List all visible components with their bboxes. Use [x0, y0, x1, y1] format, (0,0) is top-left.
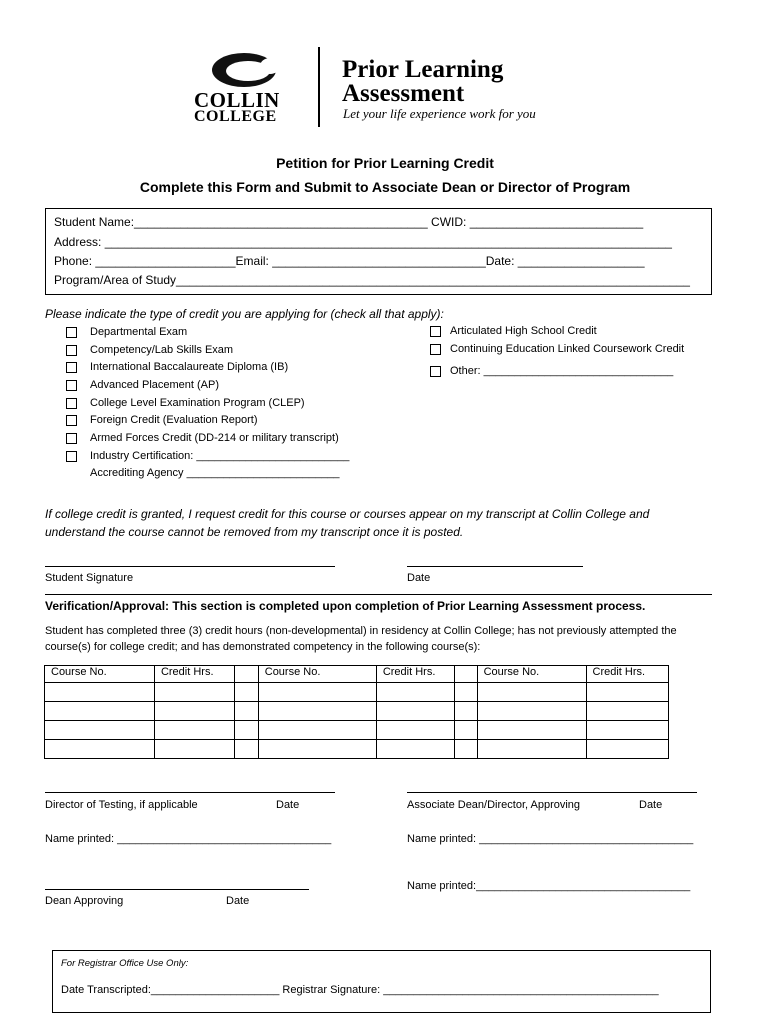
checkbox-competency-exam[interactable]: [66, 345, 77, 356]
section-divider: [45, 594, 712, 595]
signature-date-line[interactable]: [407, 566, 583, 567]
registrar-heading: For Registrar Office Use Only:: [61, 958, 189, 969]
table-row: [45, 721, 669, 740]
credit-option-label: Articulated High School Credit: [450, 325, 597, 337]
dean-signature-line[interactable]: [45, 889, 309, 890]
column-spacer: [455, 666, 477, 683]
other-field[interactable]: Other: _______________________________: [450, 365, 674, 377]
form-subtitle: Complete this Form and Submit to Associate Dean or Director of Program: [139, 179, 631, 195]
verification-text-line2: course(s) for college credit; and has demonstrated competency in the following course(s):: [45, 641, 481, 653]
student-name-field[interactable]: Student Name:____________________________________________ CWID: __________________________: [54, 215, 644, 229]
statement-line2: understand the course cannot be removed from my transcript once it is posted.: [45, 525, 464, 539]
credit-option-label: International Baccalaureate Diploma (IB): [90, 361, 289, 373]
dean-name-printed-field[interactable]: Name printed:___________________________________: [407, 880, 691, 892]
assoc-dean-signature-line[interactable]: [407, 792, 697, 793]
checkbox-foreign-credit[interactable]: [66, 415, 77, 426]
accrediting-agency-field[interactable]: Accrediting Agency _________________________: [90, 467, 340, 479]
credit-option-label: Departmental Exam: [90, 326, 188, 338]
address-field[interactable]: Address: _____________________________________________________________________________________: [54, 235, 672, 249]
credit-option-label: Advanced Placement (AP): [90, 379, 220, 391]
spacer-cell: [235, 740, 258, 759]
credit-type-prompt: Please indicate the type of credit you are applying for (check all that apply):: [45, 307, 444, 321]
column-header: Credit Hrs.: [586, 666, 669, 683]
verification-text-line1: Student has completed three (3) credit hours (non-developmental) in residency at Collin College; has not previously attempted the: [45, 625, 677, 637]
credit-option-label: Armed Forces Credit (DD-214 or military transcript): [90, 432, 339, 444]
course-cell[interactable]: [45, 683, 155, 702]
credit-cell[interactable]: [376, 683, 454, 702]
director-label: Director of Testing, if applicable: [45, 799, 198, 811]
assoc-dean-name-printed-field[interactable]: Name printed: ___________________________________: [407, 833, 694, 845]
table-row: [45, 683, 669, 702]
logo-text-collin: COLLIN: [194, 88, 280, 112]
course-cell[interactable]: [45, 721, 155, 740]
credit-option-label: Foreign Credit (Evaluation Report): [90, 414, 258, 426]
credit-option-label: Competency/Lab Skills Exam: [90, 344, 234, 356]
credit-cell[interactable]: [154, 683, 234, 702]
spacer-cell: [235, 683, 258, 702]
checkbox-industry-cert[interactable]: [66, 451, 77, 462]
student-signature-label: Student Signature: [45, 572, 134, 584]
program-title-line2: Assessment: [342, 80, 465, 107]
program-title-line1: Prior Learning: [342, 56, 504, 83]
credit-cell[interactable]: [154, 740, 234, 759]
course-cell[interactable]: [258, 702, 376, 721]
course-cell[interactable]: [477, 702, 586, 721]
logo-text-college: COLLEGE: [194, 108, 277, 125]
program-field[interactable]: Program/Area of Study_____________________________________________________________________________: [54, 273, 690, 287]
registrar-fields[interactable]: Date Transcripted:_____________________ Registrar Signature: _____________________________________________: [61, 984, 659, 996]
spacer-cell: [455, 702, 477, 721]
checkbox-continuing-ed[interactable]: [430, 344, 441, 355]
course-table: [44, 665, 669, 759]
dean-approving-label: Dean Approving: [45, 895, 124, 907]
director-signature-line[interactable]: [45, 792, 335, 793]
director-name-printed-field[interactable]: Name printed: ___________________________________: [45, 833, 332, 845]
form-title: Petition for Prior Learning Credit: [276, 155, 494, 171]
signature-date-label: Date: [407, 572, 431, 584]
column-header: Course No.: [258, 666, 376, 683]
credit-cell[interactable]: [586, 683, 669, 702]
assoc-dean-label: Associate Dean/Director, Approving: [407, 799, 581, 811]
table-row: [45, 702, 669, 721]
statement-line1: If college credit is granted, I request credit for this course or courses appear on my transcript at Collin College and: [45, 507, 650, 521]
column-spacer: [235, 666, 258, 683]
checkbox-articulated-hs[interactable]: [430, 326, 441, 337]
credit-cell[interactable]: [586, 702, 669, 721]
course-cell[interactable]: [258, 721, 376, 740]
checkbox-ap[interactable]: [66, 380, 77, 391]
course-cell[interactable]: [477, 740, 586, 759]
verification-heading: Verification/Approval: This section is completed upon completion of Prior Learning Assessment process.: [45, 599, 646, 613]
spacer-cell: [235, 721, 258, 740]
header-divider: [318, 47, 320, 127]
phone-email-date-field[interactable]: Phone: _____________________Email: ________________________________Date: ___________________: [54, 254, 645, 268]
student-signature-line[interactable]: [45, 566, 335, 567]
spacer-cell: [455, 721, 477, 740]
spacer-cell: [455, 740, 477, 759]
dean-date-label: Date: [226, 895, 250, 907]
credit-cell[interactable]: [586, 721, 669, 740]
table-row: [45, 740, 669, 759]
director-date-label: Date: [276, 799, 300, 811]
collin-college-logo: [190, 48, 302, 126]
course-cell[interactable]: [477, 683, 586, 702]
column-header: Credit Hrs.: [154, 666, 234, 683]
assoc-dean-date-label: Date: [639, 799, 663, 811]
course-cell[interactable]: [258, 683, 376, 702]
credit-cell[interactable]: [376, 702, 454, 721]
credit-cell[interactable]: [376, 740, 454, 759]
checkbox-clep[interactable]: [66, 398, 77, 409]
column-header: Course No.: [45, 666, 155, 683]
credit-option-label: Continuing Education Linked Coursework Credit: [450, 343, 685, 355]
checkbox-departmental-exam[interactable]: [66, 327, 77, 338]
course-cell[interactable]: [477, 721, 586, 740]
course-cell[interactable]: [45, 702, 155, 721]
course-table-header-row: [45, 666, 669, 683]
industry-certification-field[interactable]: Industry Certification: _________________________: [90, 450, 350, 462]
course-cell[interactable]: [258, 740, 376, 759]
checkbox-armed-forces[interactable]: [66, 433, 77, 444]
credit-cell[interactable]: [586, 740, 669, 759]
checkbox-other[interactable]: [430, 366, 441, 377]
column-header: Credit Hrs.: [376, 666, 454, 683]
logo-swoosh-icon: [190, 48, 302, 90]
credit-cell[interactable]: [376, 721, 454, 740]
tagline: Let your life experience work for you: [343, 106, 536, 121]
credit-cell[interactable]: [154, 721, 234, 740]
column-header: Course No.: [477, 666, 586, 683]
checkbox-ib[interactable]: [66, 362, 77, 373]
spacer-cell: [235, 702, 258, 721]
credit-option-label: College Level Examination Program (CLEP): [90, 397, 305, 409]
spacer-cell: [455, 683, 477, 702]
course-cell[interactable]: [45, 740, 155, 759]
credit-cell[interactable]: [154, 702, 234, 721]
